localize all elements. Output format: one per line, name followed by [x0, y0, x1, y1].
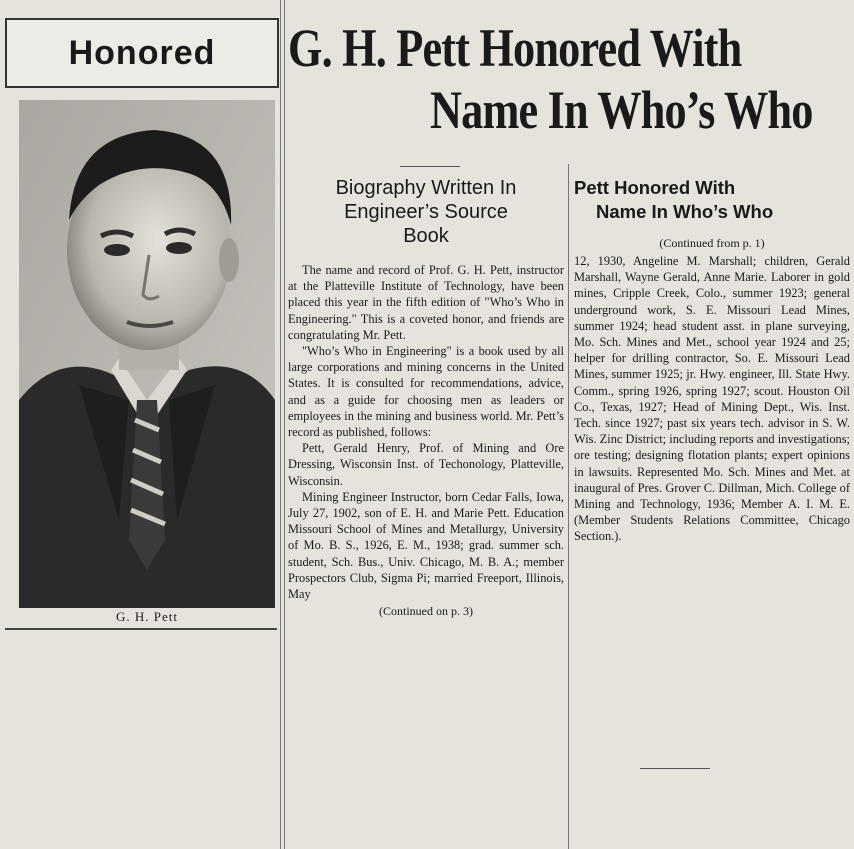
paragraph: Mining Engineer Instructor, born Cedar Falls, Iowa, July 27, 1902, son of E. H. and Marie Pett. Education Missouri School of Mines and Metallurgy, University of Mo. B. S., 1926, E. M., 1938; grad. summer sch. student, Sch. Bus., Univ. Chicago, M. B. A.; member Prospectors Club, Sigma Pi; married Freeport, Illinois, May — [288, 489, 564, 602]
photo-caption: G. H. Pett — [116, 609, 178, 624]
continuation-headline-line-1: Pett Honored With — [574, 177, 736, 198]
paragraph: 12, 1930, Angeline M. Marshall; children, Gerald Marshall, Wayne Gerald, Anne Marie. Laborer in gold mines, Cripple Creek, Colo., summer 1923; general underground work, S. E. Missouri Lead Mines, summer 1924; head student asst. in plane surveying, Mo. Sch. Mines and Met., school year 1924 and 25; helper for drilling contractor, So. E. Missouri Lead Mines, summer 1925; jr. Hwy. engineer, Ill. State Hwy. Comm., spring 1926, spring 1927; scout. Houston Oil Co., Texas, 1927; Head of Mining Dept., Wis. Inst. Tech. since 1927; past six years tech. advisor in S. W. Wis. Zinc District; including reports and investigations; ore testing; designing flotation plants; expert opinions in lawsuits. Represented Mo. Sch. Mines and Met. at inaugural of Pres. Grover C. Dillman, Mich. College of Mining and Technology, 1936; Member A. I. M. E. (Member Students Relations Committee, Chicago Section.). — [574, 254, 850, 544]
column-divider — [568, 164, 569, 849]
paragraph: "Who’s Who in Engineering" is a book used by all large corporations and mining concerns in the United States. It is consulted for recommendations, advice, and as a guide for choosing men as leaders or employees in the mining and business world. Mr. Pett’s record as published, follows: — [288, 344, 564, 440]
headline-line-1: G. H. Pett Honored With — [288, 18, 742, 78]
column-divider — [284, 0, 285, 849]
divider — [640, 768, 710, 769]
continuation-headline — [574, 176, 850, 224]
subhead-line: Biography Written In — [335, 177, 517, 199]
article-column-1 — [288, 176, 564, 619]
article-column-2 — [574, 176, 850, 545]
paragraph: The name and record of Prof. G. H. Pett, instructor at the Platteville Institute of Technology, have been placed this year in the fifth edition of "Who’s Who in Engineering." This is a coveted honor, and friends are congratulating Mr. Pett. — [288, 263, 564, 342]
headline — [288, 20, 848, 138]
honored-label-box — [5, 18, 279, 88]
divider — [400, 166, 460, 167]
photo-column — [5, 14, 277, 644]
article-body — [288, 262, 564, 602]
portrait-image — [19, 100, 275, 608]
continued-from-note: (Continued from p. 1) — [659, 236, 765, 250]
article-subhead — [288, 176, 564, 248]
portrait-photo — [19, 100, 275, 608]
divider — [5, 628, 277, 630]
continuation-body — [574, 253, 850, 545]
continuation-headline-line-2: Name In Who’s Who — [596, 201, 774, 222]
subhead-line: Engineer’s Source — [344, 201, 508, 223]
subhead-line: Book — [403, 225, 449, 247]
headline-line-2: Name In Who’s Who — [430, 80, 813, 140]
honored-label: Honored — [68, 33, 216, 72]
continued-note: (Continued on p. 3) — [379, 604, 473, 619]
column-divider — [280, 0, 281, 849]
paragraph: Pett, Gerald Henry, Prof. of Mining and Ore Dressing, Wisconsin Inst. of Techonology, Platteville, Wisconsin. — [288, 441, 564, 488]
